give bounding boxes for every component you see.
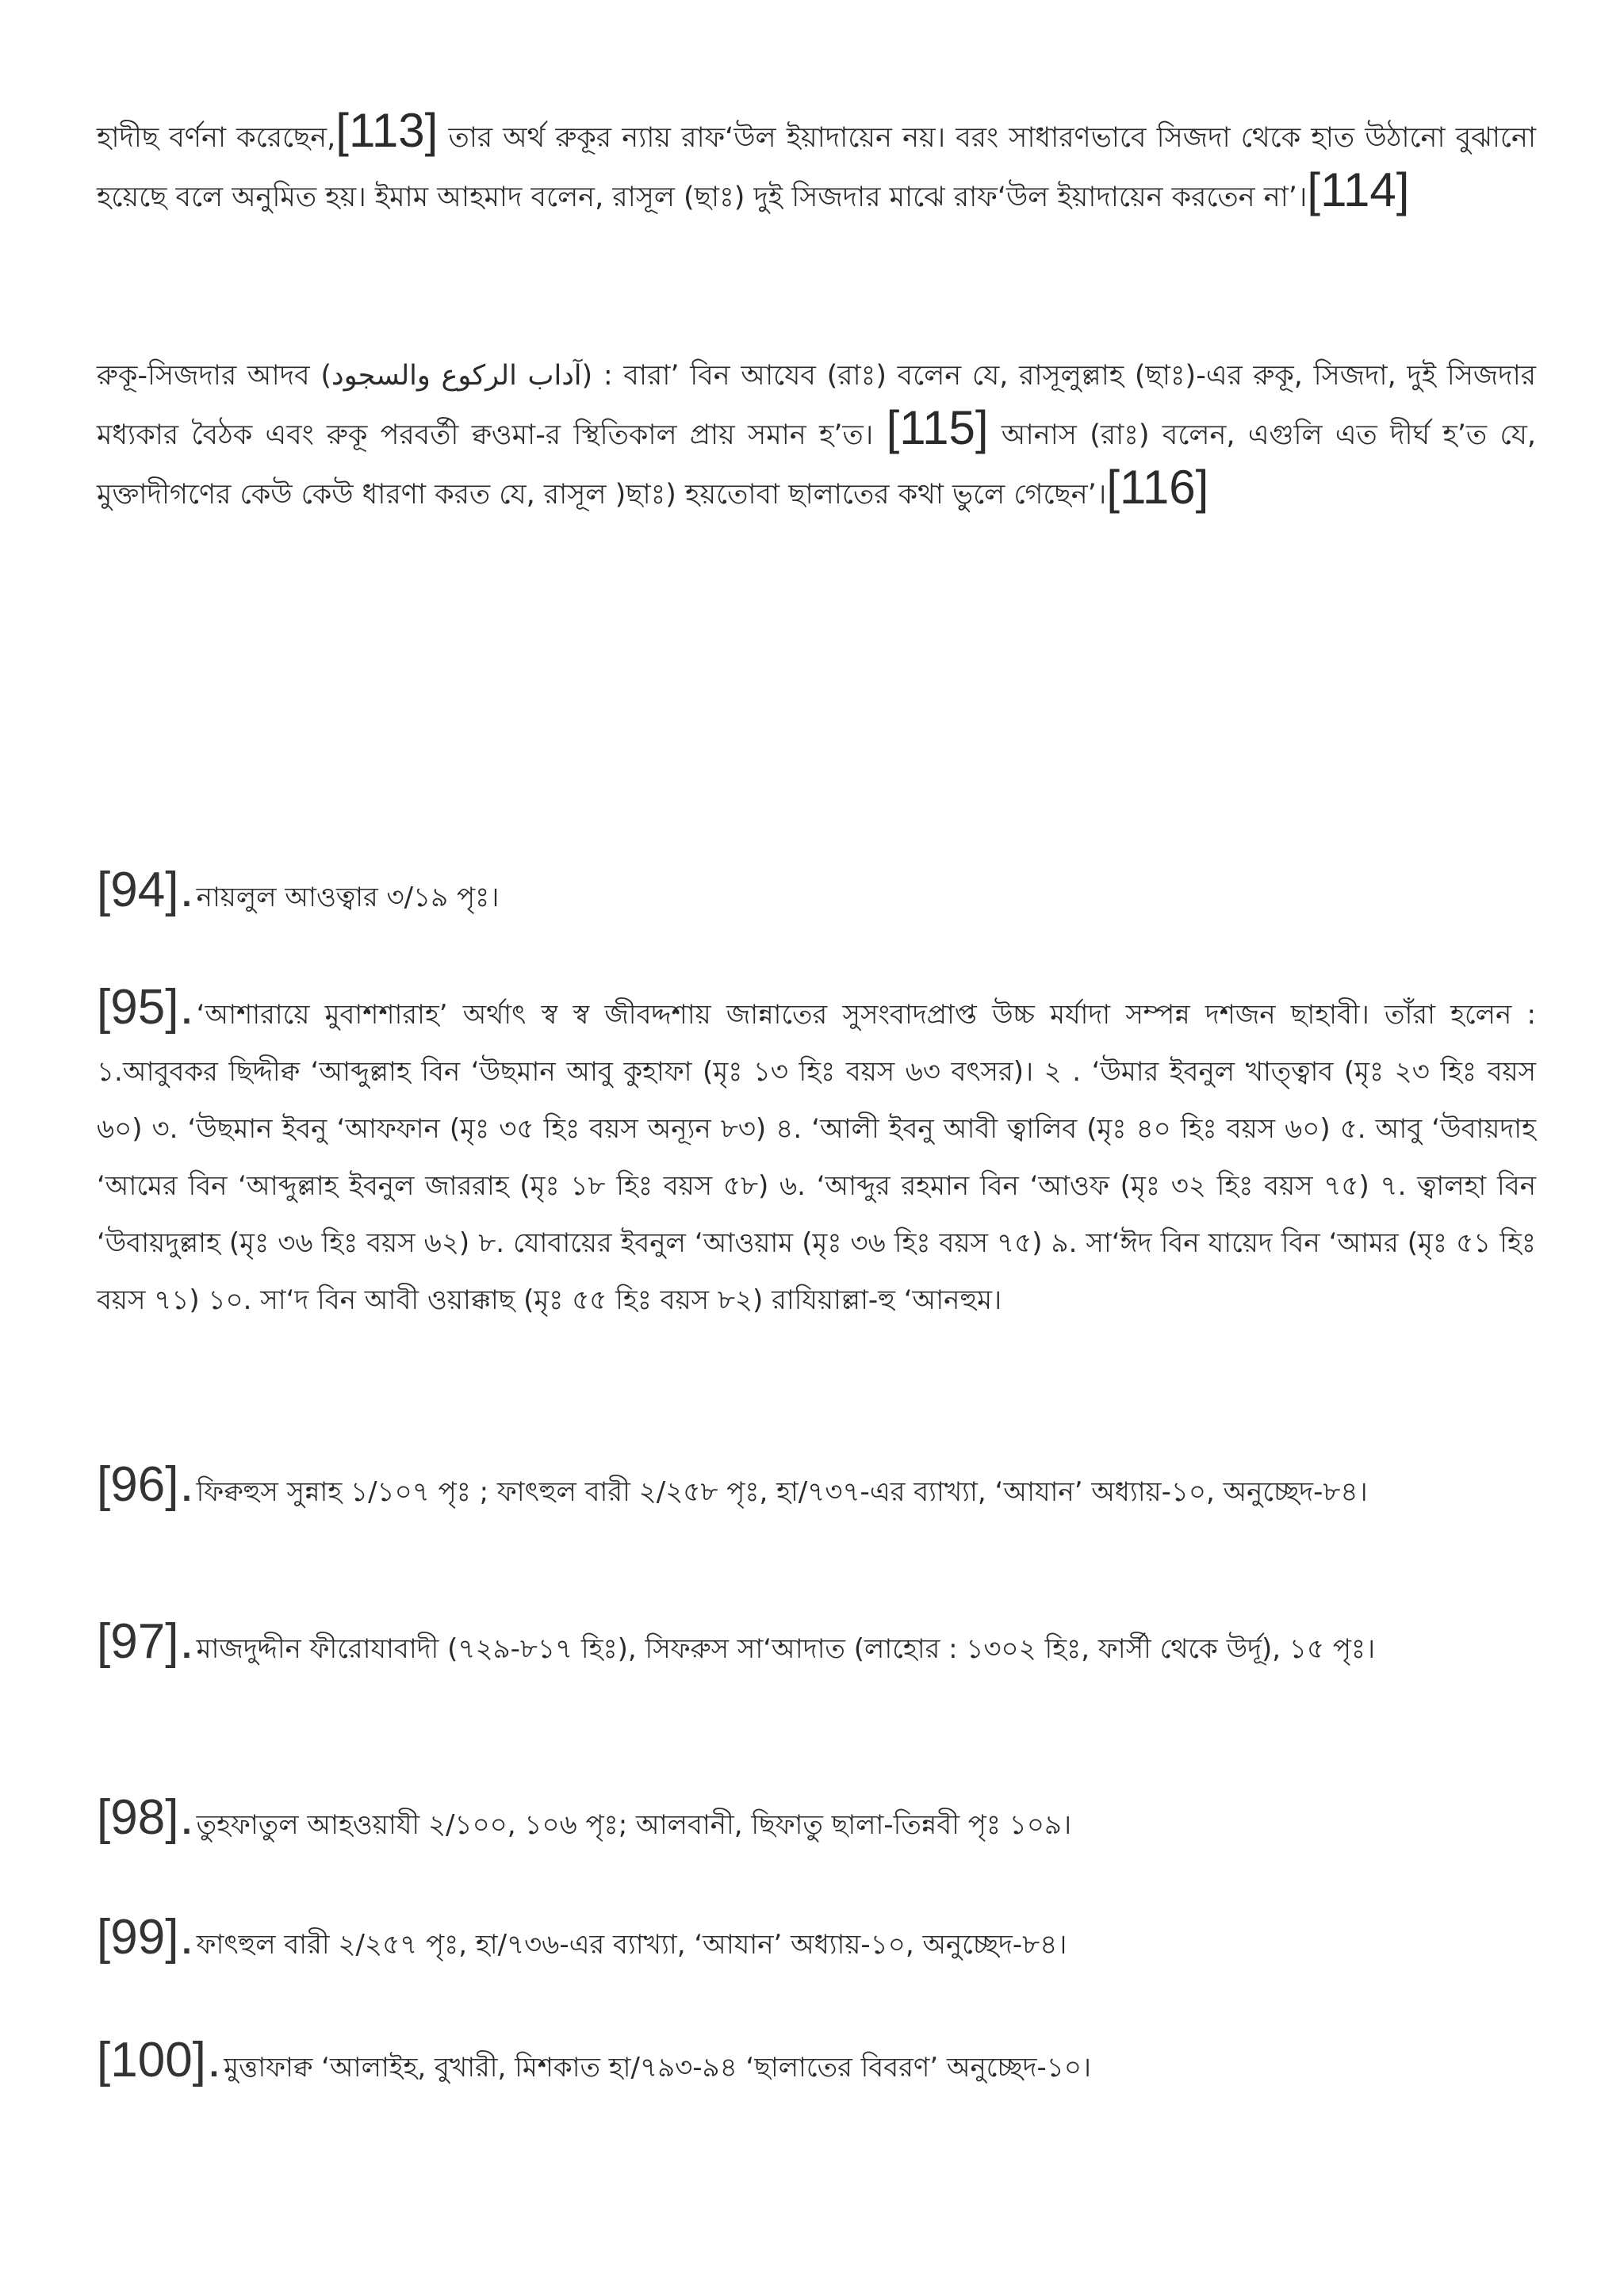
footnote-95 xyxy=(97,980,1536,1329)
body-paragraph-2 xyxy=(97,347,1536,523)
body-paragraph-1 xyxy=(97,104,1536,226)
footnote-reference-115[interactable]: [115] xyxy=(886,401,989,454)
footnote-separator: . xyxy=(209,2045,220,2084)
footnote-number[interactable]: [100] xyxy=(97,2033,206,2087)
footnote-separator: . xyxy=(182,1627,192,1666)
paragraph-text: রুকূ-সিজদার আদব (آداب الركوع والسجود) : বারা’ বিন আযেব (রাঃ) বলেন যে, রাসূলুল্লাহ (ছাঃ)-এর রুকূ, সিজদা, দুই সিজদার মধ্যকার বৈঠক এবং রুকূ পরবর্তী ক্বওমা-র স্থিতিকাল প্রায় সমান হ’ত। xyxy=(97,360,1536,451)
footnote-97 xyxy=(97,1614,1536,1671)
footnote-number[interactable]: [98] xyxy=(97,1790,179,1845)
footnote-text: ‘আশারায়ে মুবাশশারাহ’ অর্থাৎ স্ব স্ব জীবদ্দশায় জান্নাতের সুসংবাদপ্রাপ্ত উচ্চ মর্যাদা সম্পন্ন দশজন ছাহাবী। তাঁরা হলেন : ১.আবুবকর ছিদ্দীক্ব ‘আব্দুল্লাহ বিন ‘উছমান আবু কুহাফা (মৃঃ ১৩ হিঃ বয়স ৬৩ বৎসর)। ২ . ‘উমার ইবনুল খাত্ত্বাব (মৃঃ ২৩ হিঃ বয়স ৬০) ৩. ‘উছমান ইবনু ‘আফফান (মৃঃ ৩৫ হিঃ বয়স অন্যূন ৮৩) ৪. ‘আলী ইবনু আবী ত্বালিব (মৃঃ ৪০ হিঃ বয়স ৬০) ৫. আবু ‘উবায়দাহ ‘আমের বিন ‘আব্দুল্লাহ ইবনুল জাররাহ (মৃঃ ১৮ হিঃ বয়স ৫৮) ৬. ‘আব্দুর রহমান বিন ‘আওফ (মৃঃ ৩২ হিঃ বয়স ৭৫) ৭. ত্বালহা বিন ‘উবায়দুল্লাহ (মৃঃ ৩৬ হিঃ বয়স ৬২) ৮. যোবায়ের ইবনুল ‘আওয়াম (মৃঃ ৩৬ হিঃ বয়স ৭৫) ৯. সা‘ঈদ বিন যায়েদ বিন ‘আমর (মৃঃ ৫১ হিঃ বয়স ৭১) ১০. সা‘দ বিন আবী ওয়াক্কাছ (মৃঃ ৫৫ হিঃ বয়স ৮২) রাযিয়াল্লা-হু ‘আনহুম। xyxy=(97,999,1536,1316)
footnote-number[interactable]: [94] xyxy=(97,863,179,917)
paragraph-text: তার অর্থ রুকূর ন্যায় রাফ‘উল ইয়াদায়েন নয়। বরং সাধারণভাবে সিজদা থেকে হাত উঠানো বুঝানো হয়েছে বলে অনুমিত হয়। ইমাম আহমাদ বলেন, রাসূল (ছাঃ) দুই সিজদার মাঝে রাফ‘উল ইয়াদায়েন করতেন না’। xyxy=(97,122,1536,213)
footnote-separator: . xyxy=(182,1803,192,1842)
footnote-99 xyxy=(97,1910,1536,1973)
footnote-text: মুত্তাফাক্ব ‘আলাইহ, বুখারী, মিশকাত হা/৭৯৩-৯৪ ‘ছালাতের বিবরণ’ অনুচ্ছেদ-১০। xyxy=(224,2052,1092,2084)
footnote-reference-113[interactable]: [113] xyxy=(335,104,439,157)
footnote-separator: . xyxy=(182,875,192,914)
paragraph-text: হাদীছ বর্ণনা করেছেন, xyxy=(97,122,336,154)
footnote-98 xyxy=(97,1790,1536,1854)
footnote-separator: . xyxy=(182,993,192,1031)
footnote-number[interactable]: [95] xyxy=(97,980,179,1035)
footnote-text: মাজদুদ্দীন ফীরোযাবাদী (৭২৯-৮১৭ হিঃ), সিফরুস সা‘আদাত (লাহোর : ১৩০২ হিঃ, ফার্সী থেকে উর্দূ), ১৫ পৃঃ। xyxy=(196,1633,1376,1665)
footnote-number[interactable]: [96] xyxy=(97,1457,179,1512)
footnote-text: ফাৎহুল বারী ২/২৫৭ পৃঃ, হা/৭৩৬-এর ব্যাখ্যা, ‘আযান’ অধ্যায়-১০, অনুচ্ছেদ-৮৪। xyxy=(196,1929,1067,1961)
paragraph-text: আনাস (রাঃ) বলেন, এগুলি এত দীর্ঘ হ’ত যে, মুক্তাদীগণের কেউ কেউ ধারণা করত যে, রাসূল )ছাঃ) হয়তোবা ছালাতের কথা ভুলে গেছেন’। xyxy=(97,419,1536,511)
footnote-text: নায়লুল আওত্বার ৩/১৯ পৃঃ। xyxy=(196,882,500,913)
footnote-96 xyxy=(97,1457,1536,1514)
footnote-reference-114[interactable]: [114] xyxy=(1307,163,1410,216)
footnote-94 xyxy=(97,863,1536,926)
footnote-reference-116[interactable]: [116] xyxy=(1106,461,1209,514)
footnote-number[interactable]: [99] xyxy=(97,1910,179,1965)
footnote-text: ফিক্বহুস সুন্নাহ ১/১০৭ পৃঃ ; ফাৎহুল বারী ২/২৫৮ পৃঃ, হা/৭৩৭-এর ব্যাখ্যা, ‘আযান’ অধ্যায়-১০, অনুচ্ছেদ-৮৪। xyxy=(196,1476,1368,1508)
footnote-separator: . xyxy=(182,1923,192,1961)
footnote-number[interactable]: [97] xyxy=(97,1614,179,1669)
footnote-separator: . xyxy=(182,1470,192,1509)
footnote-text: তুহফাতুল আহওয়াযী ২/১০০, ১০৬ পৃঃ; আলবানী, ছিফাতু ছালা-তিন্নবী পৃঃ ১০৯। xyxy=(196,1809,1072,1841)
footnote-100 xyxy=(97,2033,1536,2096)
